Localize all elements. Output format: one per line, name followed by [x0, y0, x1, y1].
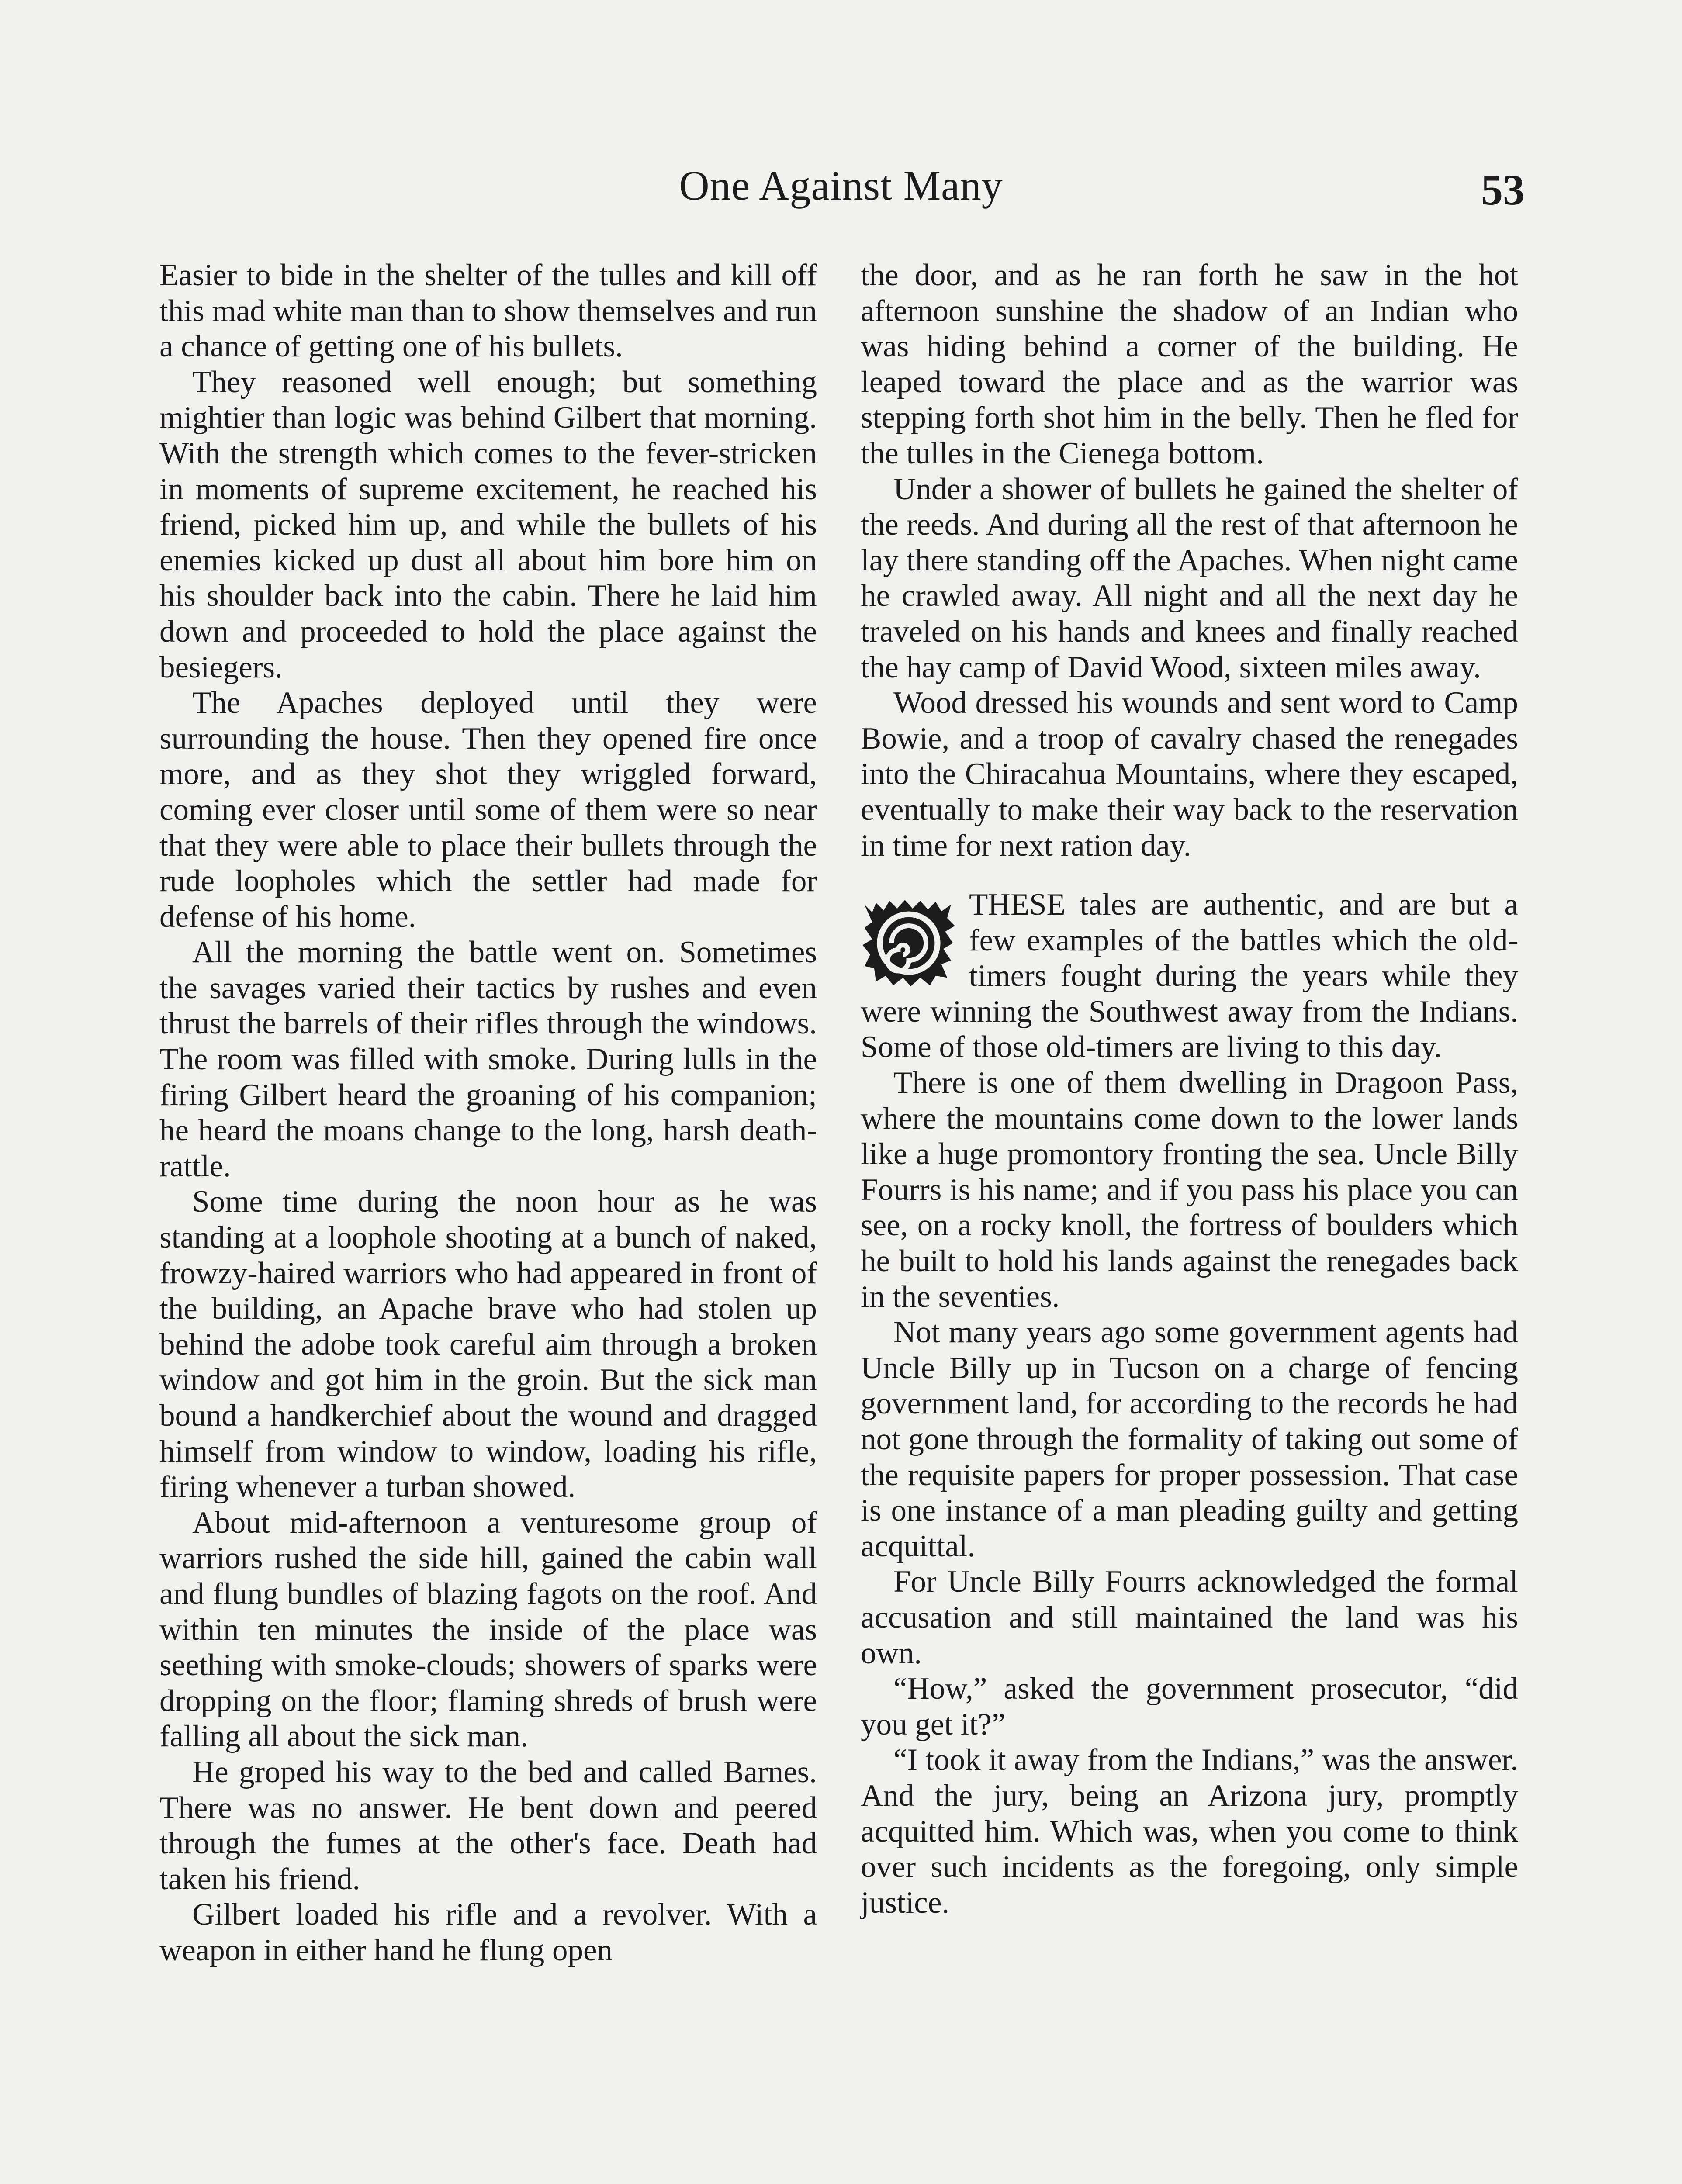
left-column — [159, 258, 817, 1969]
paragraph-text: THESE tales are authentic, and are but a few examples of the battles which the old-timers fought during the years while they were winning the Southwest away from the Indians. Some of those old-timers are living to this day. — [861, 888, 1518, 1064]
paragraph: They reasoned well enough; but something mightier than logic was behind Gilbert that morning. With the strength which comes to the fever-stricken in moments of supreme excitement, he reached his friend, picked him up, and while the bullets of his enemies kicked up dust all about him bore him on his shoulder back into the cabin. There he laid him down and proceeded to hold the place against the besiegers. — [159, 365, 817, 684]
paragraph: The Apaches deployed until they were surrounding the house. Then they opened fire once more, and as they shot they wriggled forward, coming ever closer until some of them were so near that they were able to place their bullets through the rude loopholes which the settler had made for defense of his home. — [159, 686, 817, 934]
section-opening-paragraph — [861, 887, 1518, 1065]
swirl-ornament-icon — [861, 897, 957, 988]
paragraph: Not many years ago some government agents had Uncle Billy up in Tucson on a charge of fencing government land, for according to the records he had not gone through the formality of taking out some of the requisite papers for proper possession. That case is one instance of a man pleading guilty and getting acquittal. — [861, 1315, 1518, 1563]
paragraph: Easier to bide in the shelter of the tulles and kill off this mad white man than to show themselves and run a chance of getting one of his bullets. — [159, 258, 817, 364]
paragraph: Under a shower of bullets he gained the shelter of the reeds. And during all the rest of that afternoon he lay there standing off the Apaches. When night came he crawled away. All night and all the next day he traveled on his hands and knees and finally reached the hay camp of David Wood, sixteen miles away. — [861, 472, 1518, 684]
right-column — [861, 258, 1518, 1921]
paragraph: All the morning the battle went on. Sometimes the savages varied their tactics by rushes and even thrust the barrels of their rifles through the windows. The room was filled with smoke. During lulls in the firing Gilbert heard the groaning of his companion; he heard the moans change to the long, harsh death-rattle. — [159, 935, 817, 1183]
paragraph: For Uncle Billy Fourrs acknowledged the formal accusation and still maintained the land was his own. — [861, 1565, 1518, 1670]
paragraph: Some time during the noon hour as he was standing at a loophole shooting at a bunch of naked, frowzy-haired warriors who had appeared in front of the building, an Apache brave who had stolen up behind the adobe took careful aim through a broken window and got him in the groin. But the sick man bound a handkerchief about the wound and dragged himself from window to window, loading his rifle, firing whenever a turban showed. — [159, 1185, 817, 1504]
page-title: One Against Many — [679, 162, 1003, 209]
paragraph: About mid-afternoon a venturesome group of warriors rushed the side hill, gained the cabin wall and flung bundles of blazing fagots on the roof. And within ten minutes the inside of the place was seething with smoke-clouds; showers of sparks were dropping on the floor; flaming shreds of brush were falling all about the sick man. — [159, 1505, 817, 1754]
paragraph: “How,” asked the government prosecutor, “did you get it?” — [861, 1672, 1518, 1742]
paragraph: “I took it away from the Indians,” was the answer. And the jury, being an Arizona jury, promptly acquitted him. Which was, when you come to think over such incidents as the foregoing, only simple justice. — [861, 1743, 1518, 1920]
paragraph: Wood dressed his wounds and sent word to Camp Bowie, and a troop of cavalry chased the renegades into the Chiracahua Mountains, where they escaped, eventually to make their way back to the reservation in time for next ration day. — [861, 686, 1518, 863]
paragraph: He groped his way to the bed and called Barnes. There was no answer. He bent down and peered through the fumes at the other's face. Death had taken his friend. — [159, 1755, 817, 1896]
paragraph: the door, and as he ran forth he saw in the hot afternoon sunshine the shadow of an Indian who was hiding behind a corner of the building. He leaped toward the place and as the warrior was stepping forth shot him in the belly. Then he fled for the tulles in the Cienega bottom. — [861, 258, 1518, 470]
paragraph: There is one of them dwelling in Dragoon Pass, where the mountains come down to the lower lands like a huge promontory fronting the sea. Uncle Billy Fourrs is his name; and if you pass his place you can see, on a rocky knoll, the fortress of boulders which he built to hold his lands against the renegades back in the seventies. — [861, 1066, 1518, 1314]
paragraph: Gilbert loaded his rifle and a revolver. With a weapon in either hand he flung open — [159, 1897, 817, 1967]
page-number: 53 — [1481, 166, 1525, 214]
